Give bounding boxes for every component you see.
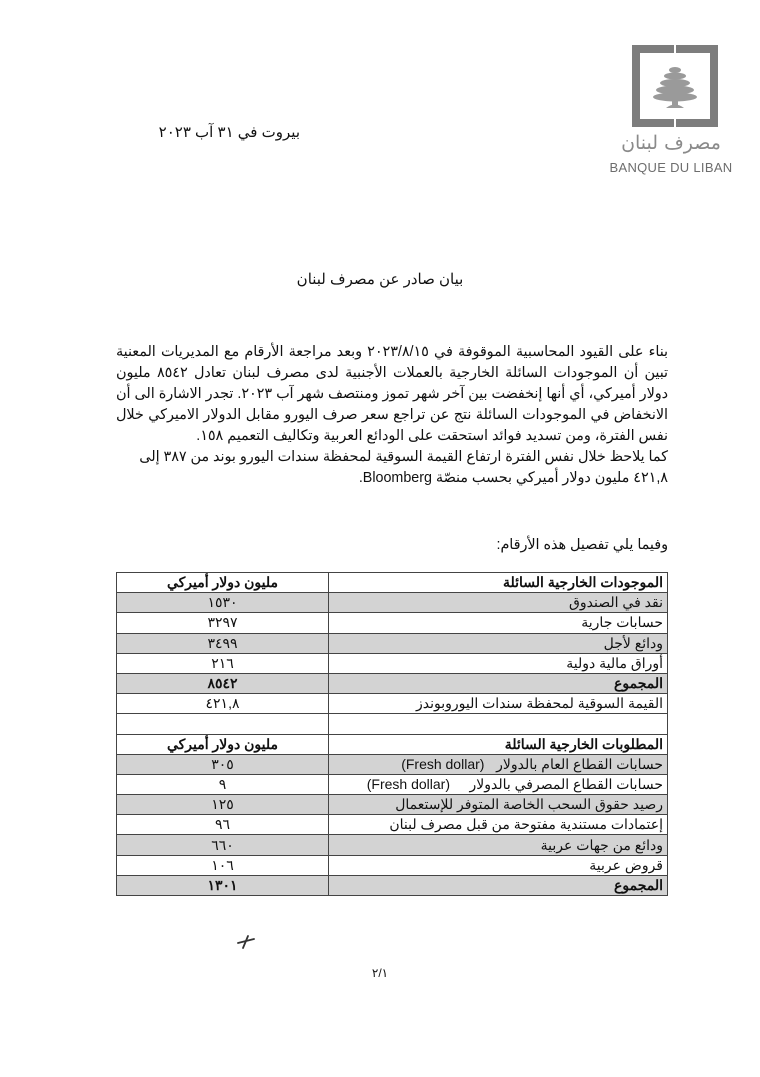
row-value: ٦٦٠ xyxy=(117,835,329,855)
page-number: ٢/١ xyxy=(371,966,389,980)
row-value: ٣٢٩٧ xyxy=(117,613,329,633)
liabilities-total-label: المجموع xyxy=(329,875,668,895)
row-value: ٣٠٥ xyxy=(117,754,329,774)
row-value: ١٥٣٠ xyxy=(117,593,329,613)
assets-total-value: ٨٥٤٢ xyxy=(117,673,329,693)
row-value: ١٠٦ xyxy=(117,855,329,875)
paragraph-2-end: . xyxy=(358,470,363,486)
assets-total-row xyxy=(117,673,668,693)
date-line: بيروت في ٣١ آب ٢٠٢٣ xyxy=(158,124,300,141)
statement-title: بيان صادر عن مصرف لبنان xyxy=(296,271,464,288)
table-row xyxy=(117,835,668,855)
row-label: حسابات جارية xyxy=(329,613,668,633)
row-label: ودائع لأجل xyxy=(329,633,668,653)
cedar-tree-icon xyxy=(652,65,698,109)
liabilities-total-row xyxy=(117,875,668,895)
row-label-en: (Fresh dollar) xyxy=(401,755,485,772)
liabilities-header-unit: مليون دولار أميركي xyxy=(117,734,329,754)
table-intro: وفيما يلي تفصيل هذه الأرقام: xyxy=(496,537,668,553)
table-row xyxy=(117,815,668,835)
liabilities-header-row xyxy=(117,734,668,754)
row-value: ١٢٥ xyxy=(117,795,329,815)
statement-body xyxy=(116,342,668,489)
empty-cell xyxy=(329,714,668,734)
table-row xyxy=(117,754,668,774)
handwritten-initial-mark-icon xyxy=(236,934,256,950)
row-label: ودائع من جهات عربية xyxy=(329,835,668,855)
row-label xyxy=(329,754,668,774)
logo-arabic-name: مصرف لبنان xyxy=(621,132,721,154)
source-bloomberg: Bloomberg xyxy=(362,470,432,486)
spacer-row xyxy=(117,714,668,734)
table-row xyxy=(117,613,668,633)
row-label: رصيد حقوق السحب الخاصة المتوفر للإستعمال xyxy=(329,795,668,815)
liabilities-header-label: المطلوبات الخارجية السائلة xyxy=(329,734,668,754)
row-label: نقد في الصندوق xyxy=(329,593,668,613)
eurobond-row xyxy=(117,694,668,714)
bank-logo xyxy=(596,40,746,180)
table-row xyxy=(117,653,668,673)
paragraph-1: بناء على القيود المحاسبية الموقوفة في ٢٠٢٣/٨/١٥ وبعد مراجعة الأرقام مع المديريات المعنية تبين أن الموجودات السائلة الخارجية بالعملات الأجنبية لدى مصرف لبنان تعادل ٨٥٤٢ مليون دولار أميركي، أي أنها إنخفضت بين آخر شهر تموز ومنتصف شهر آب ٢٠٢٣. تجدر الاشارة الى أن الانخفاض في الموجودات السائلة نتج عن تراجع سعر صرف اليورو مقابل الدولار الاميركي خلال نفس الفترة، ومن تسديد فوائد استحقت على الودائع العربية وتكاليف التعميم ١٥٨. xyxy=(116,344,669,444)
row-label: أوراق مالية دولية xyxy=(329,653,668,673)
figures-table xyxy=(116,572,668,896)
row-label-ar: حسابات القطاع العام بالدولار xyxy=(496,755,663,772)
liabilities-total-value: ١٣٠١ xyxy=(117,875,329,895)
paragraph-2-text: كما يلاحظ خلال نفس الفترة ارتفاع القيمة السوقية لمحفظة سندات اليورو بوند من ٣٨٧ إلى ٤٢١,٨ مليون دولار أميركي بحسب منصّة xyxy=(139,449,668,486)
assets-header-row xyxy=(117,573,668,593)
eurobond-value: ٤٢١,٨ xyxy=(117,694,329,714)
row-label: قروض عربية xyxy=(329,855,668,875)
row-label-en: (Fresh dollar) xyxy=(366,775,451,792)
row-label xyxy=(329,774,668,794)
table-row xyxy=(117,855,668,875)
table-row xyxy=(117,774,668,794)
table-row xyxy=(117,593,668,613)
row-value: ٩ xyxy=(117,774,329,794)
row-label-ar: حسابات القطاع المصرفي بالدولار xyxy=(469,775,663,792)
assets-header-label: الموجودات الخارجية السائلة xyxy=(329,573,668,593)
row-label: إعتمادات مستندية مفتوحة من قبل مصرف لبنان xyxy=(329,815,668,835)
row-value: ٩٦ xyxy=(117,815,329,835)
logo-french-name: BANQUE DU LIBAN xyxy=(609,160,733,175)
table-row xyxy=(117,795,668,815)
paragraph-2 xyxy=(116,447,668,489)
row-value: ٢١٦ xyxy=(117,653,329,673)
assets-header-unit: مليون دولار أميركي xyxy=(117,573,329,593)
eurobond-label: القيمة السوقية لمحفظة سندات اليوروبوندز xyxy=(329,694,668,714)
empty-cell xyxy=(117,714,329,734)
assets-total-label: المجموع xyxy=(329,673,668,693)
row-value: ٣٤٩٩ xyxy=(117,633,329,653)
table-row xyxy=(117,633,668,653)
